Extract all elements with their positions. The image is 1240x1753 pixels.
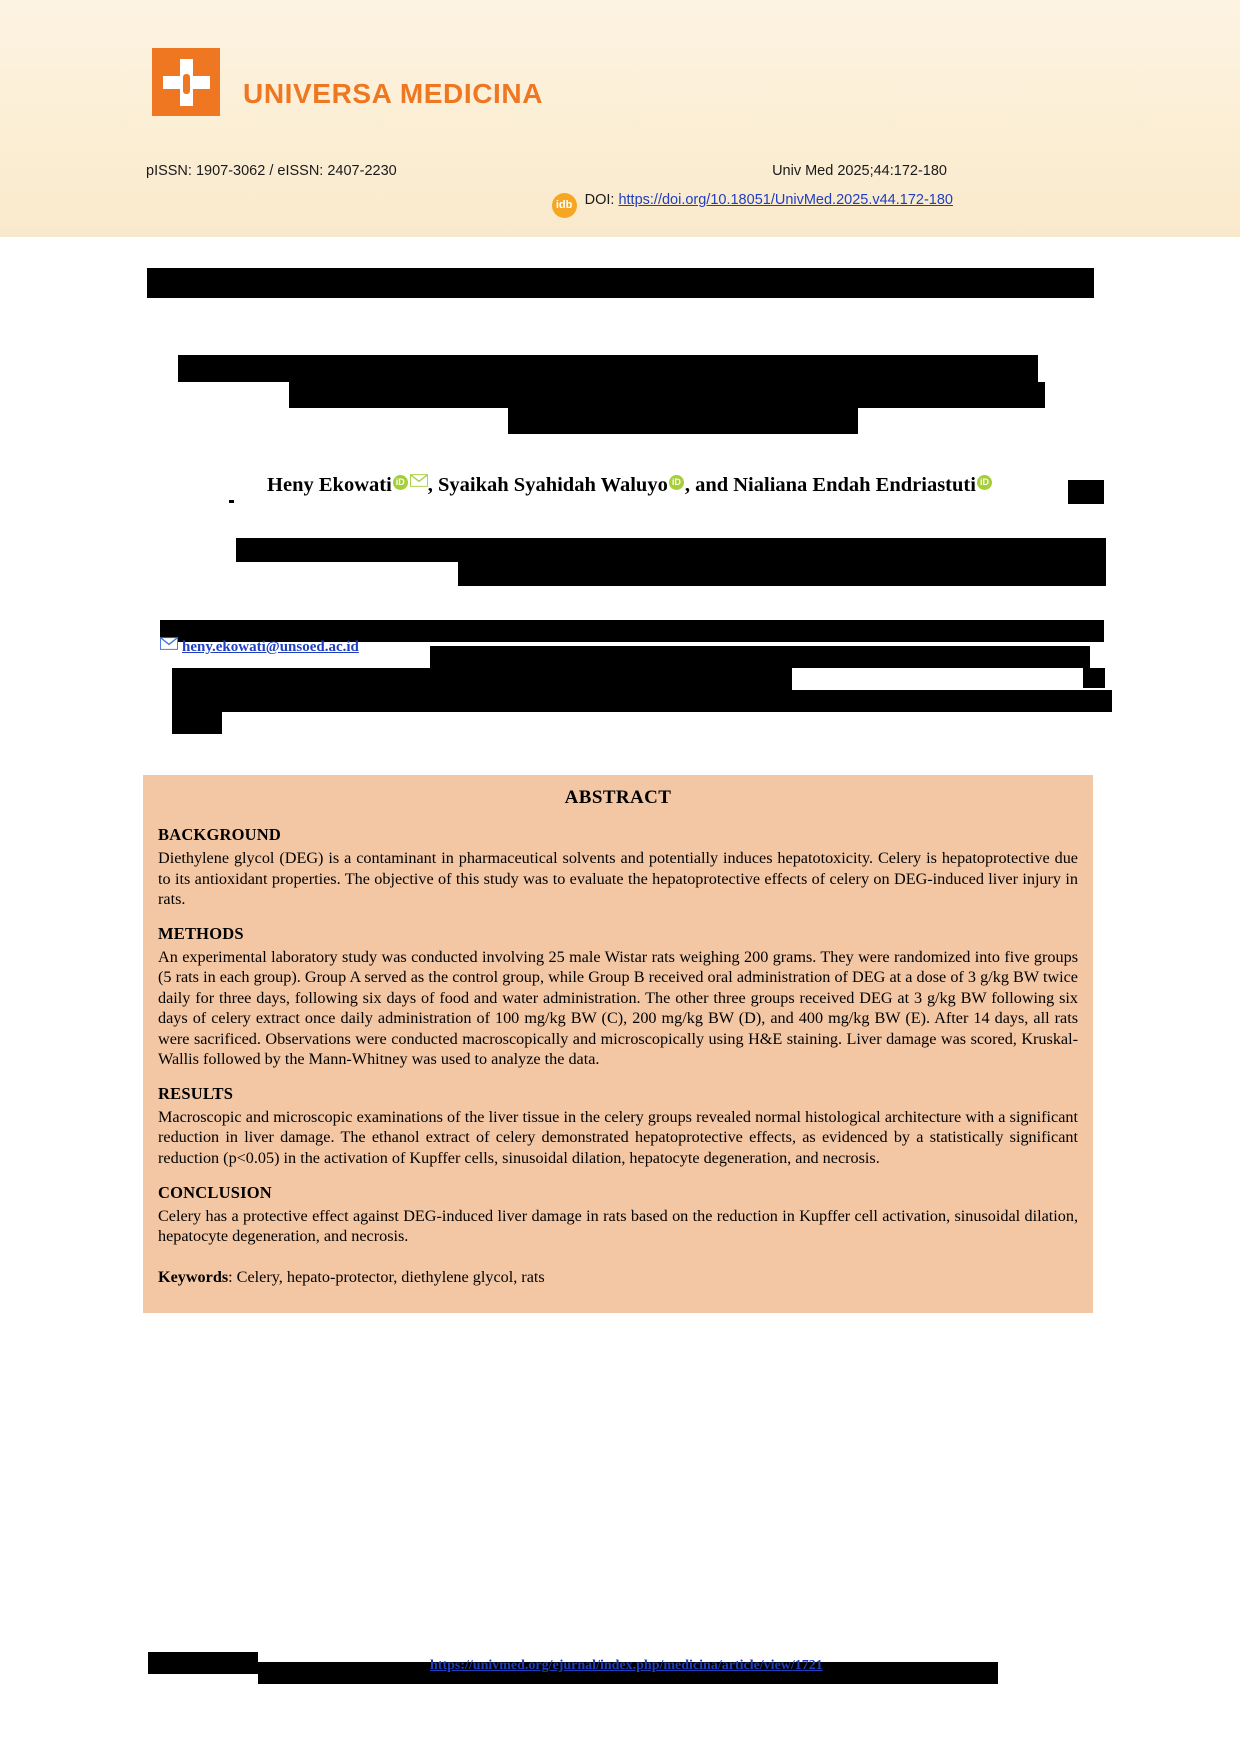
envelope-icon xyxy=(160,637,178,650)
article-url[interactable] xyxy=(430,1658,823,1674)
email-link[interactable]: heny.ekowati@unsoed.ac.id xyxy=(182,639,359,655)
abstract-box xyxy=(143,775,1093,1313)
keywords-row xyxy=(158,1267,1078,1288)
envelope-icon[interactable] xyxy=(410,474,428,487)
redacted-bar xyxy=(650,646,1090,668)
journal-title: UNIVERSA MEDICINA xyxy=(243,78,544,109)
corresponding-email[interactable] xyxy=(160,637,359,656)
author-name-1: Heny Ekowati xyxy=(267,474,392,496)
author-name-3: , and Nialiana Endah Endriastuti xyxy=(684,474,976,496)
logo-figure-shape xyxy=(183,74,190,94)
crossref-badge-icon: idb xyxy=(552,193,577,218)
doi-line xyxy=(555,192,953,211)
redacted-bar xyxy=(1068,373,1098,383)
redacted-bar xyxy=(172,690,1112,712)
abstract-section-text-methods: An experimental laboratory study was conducted involving 25 male Wistar rats weighing 200 grams. They were randomized into five groups (5 rats in each group). Group A served as the control group, while Group B received oral administration of DEG at a dose of 3 g/kg BW twice daily for three days, following six days of food and water administration. The other three groups received DEG at 3 g/kg BW following six days of celery extract once daily administration of 100 mg/kg BW (C), 200 mg/kg BW (D), and 400 mg/kg BW (E). After 14 days, all rats were sacrificed. Observations were conducted macroscopically and microscopically using H&E staining. Liver damage was scored, Kruskal-Wallis followed by the Mann-Whitney was used to analyze the data. xyxy=(158,947,1078,1069)
author-list xyxy=(190,474,1070,497)
redacted-bar xyxy=(1083,668,1105,688)
abstract-section-text-conclusion: Celery has a protective effect against DEG-induced liver damage in rats based on the reduction in Kupffer cell activation, sinusoidal dilation, hepatocyte degeneration, and necrosis. xyxy=(158,1206,1078,1246)
abstract-section-text-results: Macroscopic and microscopic examinations of the liver tissue in the celery groups revealed normal histological architecture with a significant reduction in liver damage. The ethanol extract of celery demonstrated hepatoprotective effects, as evidenced by a statistically significant reduction (p<0.05) in the activation of Kupffer cells, sinusoidal dilation, hepatocyte degeneration, and necrosis. xyxy=(158,1107,1078,1168)
citation-reference: Univ Med 2025;44:172-180 xyxy=(772,163,947,179)
orcid-icon[interactable]: iD xyxy=(669,475,684,490)
redacted-bar xyxy=(178,355,1038,382)
redacted-bar xyxy=(229,500,234,503)
redacted-bar xyxy=(430,646,650,668)
keywords-label: Keywords xyxy=(158,1267,229,1286)
redacted-bar xyxy=(172,712,222,734)
author-name-2: , Syaikah Syahidah Waluyo xyxy=(427,474,668,496)
redacted-bar xyxy=(147,268,1094,298)
doi-link[interactable]: https://doi.org/10.18051/UnivMed.2025.v44.172-180 xyxy=(618,192,953,208)
abstract-section-heading-background: BACKGROUND xyxy=(158,825,282,844)
redacted-bar xyxy=(148,1652,258,1674)
abstract-body xyxy=(143,825,1093,1313)
issn-line: pISSN: 1907-3062 / eISSN: 2407-2230 xyxy=(146,163,397,179)
abstract-section-heading-conclusion: CONCLUSION xyxy=(158,1182,272,1202)
journal-logo-icon xyxy=(152,48,220,116)
abstract-section-heading-methods: METHODS xyxy=(158,923,244,943)
doi-label: DOI: xyxy=(584,192,619,208)
abstract-title: ABSTRACT xyxy=(564,787,672,808)
keywords-value: : Celery, hepato-protector, diethylene glycol, rats xyxy=(228,1267,545,1286)
redacted-bar xyxy=(508,408,858,434)
redacted-bar xyxy=(289,382,1045,408)
redacted-bar xyxy=(172,668,792,690)
abstract-section-text-background: Diethylene glycol (DEG) is a contaminant in pharmaceutical solvents and potentially induces hepatotoxicity. Celery is hepatoprotective due to its antioxidant properties. The objective of this study was to evaluate the hepatoprotective effects of celery on DEG-induced liver injury in rats. xyxy=(158,848,1078,909)
orcid-icon[interactable]: iD xyxy=(393,475,408,490)
article-url-link[interactable]: https://univmed.org/ejurnal/index.php/medicina/article/view/1721 xyxy=(430,1658,823,1673)
redacted-bar xyxy=(458,562,1106,586)
abstract-section-heading-results: RESULTS xyxy=(158,1083,234,1103)
orcid-icon[interactable]: iD xyxy=(977,475,992,490)
redacted-bar xyxy=(236,538,1106,562)
redacted-bar xyxy=(1068,480,1104,504)
